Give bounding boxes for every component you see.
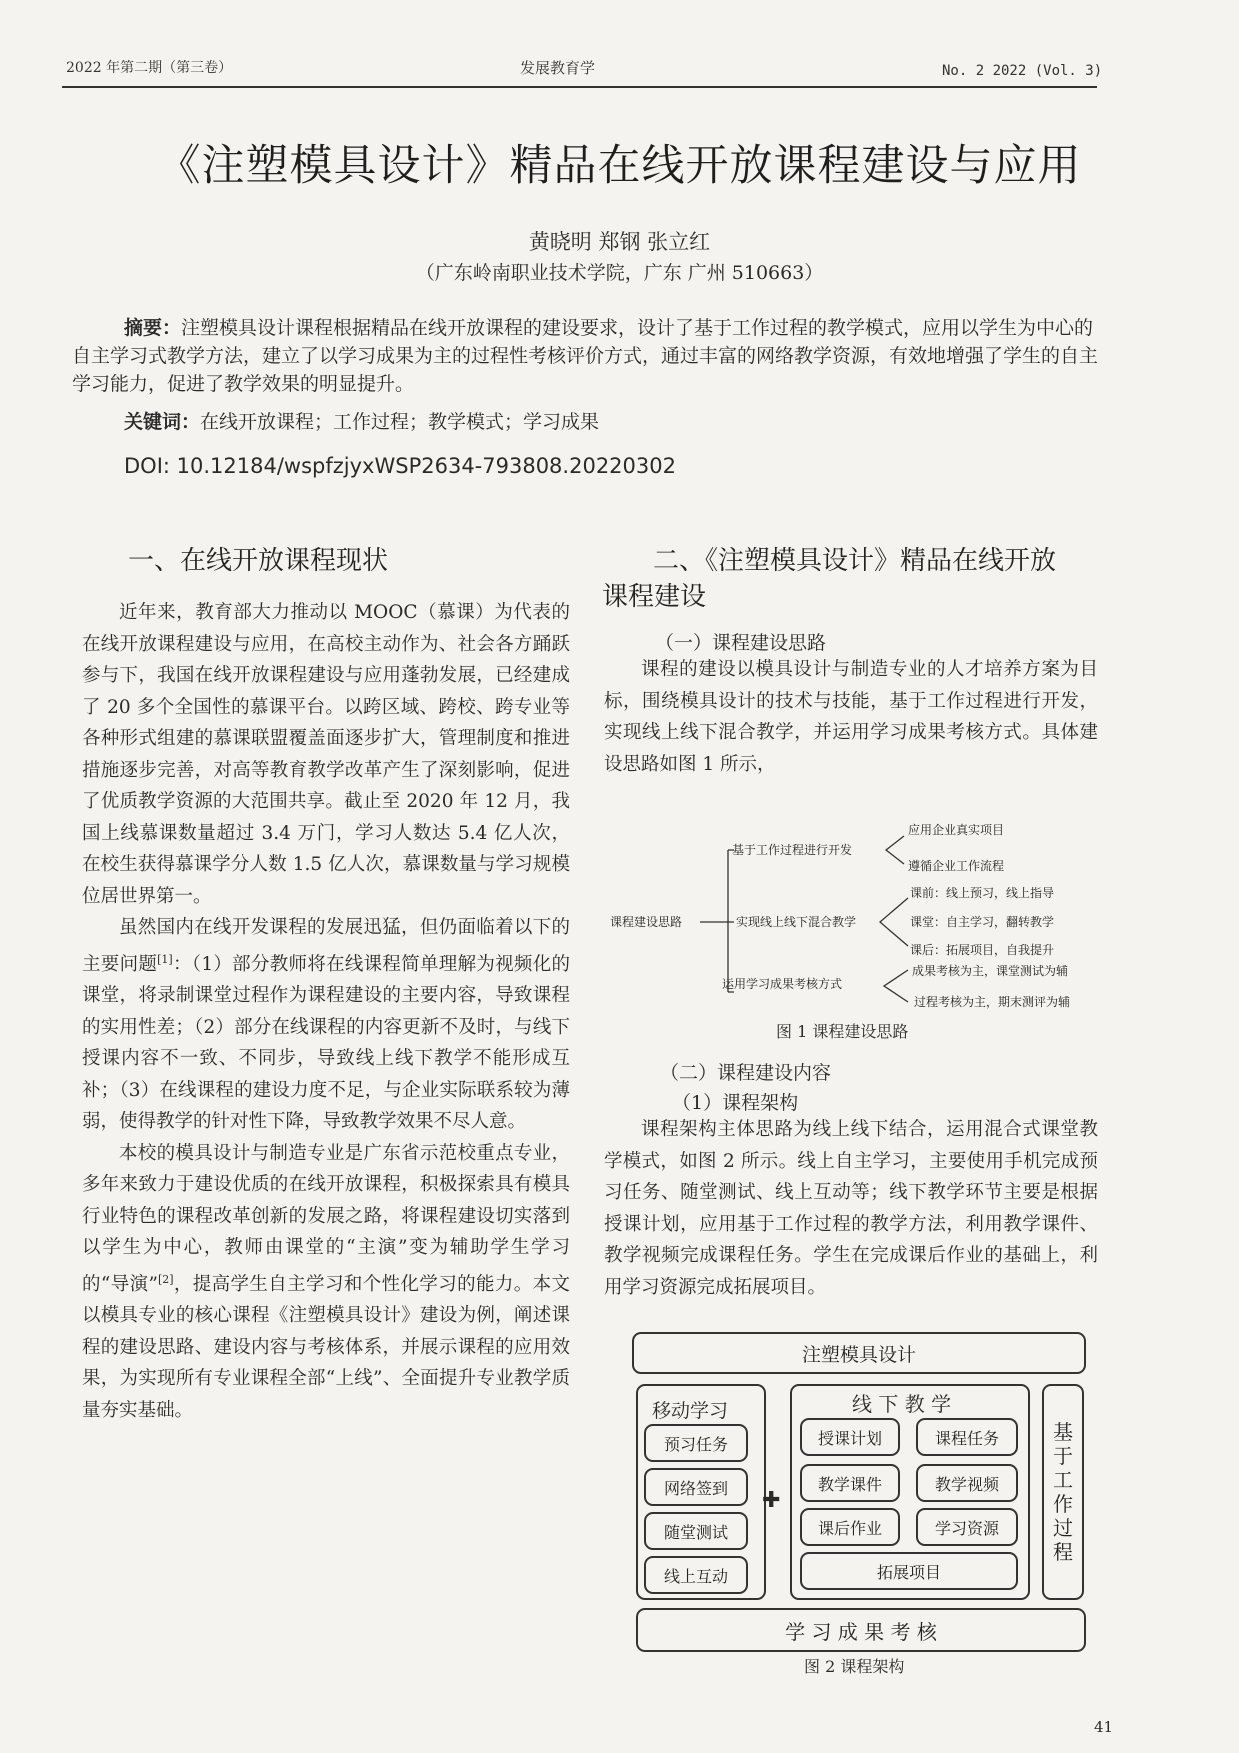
citation-2: [2]: [157, 1272, 174, 1286]
fig2-bottom-box: 学 习 成 果 考 核: [636, 1608, 1086, 1652]
header-journal-issue: 2022 年第二期（第三卷）: [66, 60, 233, 76]
figure-1-caption: 图 1 课程建设思路: [776, 1022, 909, 1041]
fig2-mobile-item-3: 随堂测试: [644, 1512, 748, 1550]
fig1-branch-3: 运用学习成果考核方式: [722, 977, 843, 991]
left-paragraph-2: 虽然国内在线开发课程的发展迅猛，但仍面临着以下的主要问题[1]：（1）部分教师将在线课程简单理解为视频化的课堂，将录制课堂过程作为课程建设的主要内容，导致课程的实用性差；（2）部分在线课程的内容更新不及时，与线下授课内容不一致、不同步，导致线上线下教学不能形成互补；（3）在线课程的建设力度不足，与企业实际联系较为薄弱，使得教学的针对性下降，导致教学效果不尽人意。: [82, 917, 570, 1133]
fig2-mobile-item-1: 预习任务: [644, 1424, 748, 1462]
fig2-offline-item-5: 课后作业: [800, 1508, 900, 1546]
abstract: [72, 314, 1112, 398]
fig2-offline-item-4: 教学视频: [916, 1464, 1018, 1502]
subsection-2-2-1: （1）课程架构: [672, 1092, 799, 1114]
figure-2-caption: 图 2 课程架构: [804, 1657, 905, 1676]
fig1-root: 课程建设思路: [610, 915, 683, 929]
fig2-plus-icon: ✚: [762, 1488, 781, 1513]
section-2-heading-line-1: 二、《注塑模具设计》精品在线开放: [653, 546, 1057, 576]
fig1-b3-item-2: 过程考核为主，期末测评为辅: [914, 995, 1071, 1009]
fig2-mobile-title: 移动学习: [652, 1400, 729, 1422]
fig1-b2-item-3: 课后：拓展项目，自我提升: [910, 943, 1055, 957]
doi: DOI: 10.12184/wspfzjyxWSP2634-793808.20220302: [124, 454, 676, 478]
citation-1: [1]: [157, 952, 173, 966]
left-paragraph-3: 本校的模具设计与制造专业是广东省示范校重点专业，多年来致力于建设优质的在线开放课程，积极探索具有模具行业特色的课程改革创新的发展之路，将课程建设切实落到以学生为中心，教师由课堂的“主演”变为辅助学生学习的“导演”[2]，提高学生自主学习和个性化学习的能力。本文以模具专业的核心课程《注塑模具设计》建设为例，阐述课程的建设思路、建设内容与考核体系，并展示课程的应用效果，为实现所有专业课程全部“上线”、全面提升专业教学质量夯实基础。: [82, 1142, 570, 1421]
authors: 黄晓明 郑钢 张立红: [528, 230, 711, 254]
fig2-offline-item-6: 学习资源: [916, 1508, 1018, 1546]
keywords-text: 在线开放课程；工作过程；教学模式；学习成果: [200, 411, 600, 433]
right-paragraph-1: 课程的建设以模具设计与制造专业的人才培养方案为目标，围绕模具设计的技术与技能，基于工作过程进行开发，实现线上线下混合教学，并运用学习成果考核方式。具体建设思路如图 1 所示，: [604, 659, 1098, 775]
fig2-offline-item-1: 授课计划: [800, 1418, 900, 1456]
fig2-offline-item-3: 教学课件: [800, 1464, 900, 1502]
fig1-branch-2: 实现线上线下混合教学: [736, 915, 857, 929]
header-volume: No. 2 2022 (Vol. 3): [942, 63, 1103, 79]
header-rule: [62, 86, 1097, 88]
figure-1-diagram: [604, 820, 1104, 1040]
keywords: [124, 408, 1024, 436]
fig2-offline-item-2: 课程任务: [916, 1418, 1018, 1456]
abstract-label: 摘要：: [124, 317, 182, 339]
fig1-b2-item-2: 课堂：自主学习，翻转教学: [910, 915, 1055, 929]
affiliation: （广东岭南职业技术学院，广东 广州 510663）: [415, 262, 824, 284]
fig1-b1-item-1: 应用企业真实项目: [908, 823, 1005, 837]
header-journal-name: 发展教育学: [520, 59, 596, 77]
keywords-label: 关键词：: [124, 411, 201, 433]
section-2-heading-line-2: 课程建设: [602, 582, 707, 612]
left-paragraph-1: 近年来，教育部大力推动以 MOOC（慕课）为代表的在线开放课程建设与应用，在高校主动作为、社会各方踊跃参与下，我国在线开放课程建设与应用蓬勃发展，已经建成了 20 多个全国性的慕课平台。以跨区域、跨校、跨专业等各种形式组建的慕课联盟覆盖面逐步扩大，管理制度和推进措施逐步完善，对高等教育教学改革产生了深刻影响，促进了优质教学资源的大范围共享。截止至 2020 年 12 月，我国上线慕课数量超过 3.4 万门，学习人数达 5.4 亿人次，在校生获得慕课学分人数 1.5 亿人次，慕课数量与学习规模位居世界第一。: [82, 602, 570, 907]
fig2-offline-extra: 拓展项目: [800, 1552, 1018, 1590]
section-1-heading: 一、在线开放课程现状: [128, 546, 389, 576]
fig2-offline-title: 线 下 教 学: [852, 1392, 952, 1416]
fig2-mobile-item-2: 网络签到: [644, 1468, 748, 1506]
right-paragraph-2: 课程架构主体思路为线上线下结合，运用混合式课堂教学模式，如图 2 所示。线上自主学习，主要使用手机完成预习任务、随堂测试、线上互动等；线下教学环节主要是根据授课计划，应用基于工作过程的教学方法，利用教学课件、教学视频完成课程任务。学生在完成课后作业的基础上，利用学习资源完成拓展项目。: [604, 1119, 1098, 1298]
fig1-branch-1: 基于工作过程进行开发: [732, 843, 853, 857]
fig2-side-box: 基 于 工 作 过 程: [1042, 1384, 1084, 1600]
left-column-body: [82, 597, 570, 1426]
fig2-mobile-item-4: 线上互动: [644, 1556, 748, 1594]
fig1-b1-item-2: 遵循企业工作流程: [908, 859, 1005, 873]
subsection-2-1: （一）课程建设思路: [655, 632, 827, 654]
fig2-top-box: 注塑模具设计: [632, 1332, 1086, 1374]
abstract-text: 注塑模具设计课程根据精品在线开放课程的建设要求，设计了基于工作过程的教学模式，应用以学生为中心的自主学习式教学方法，建立了以学习成果为主的过程性考核评价方式，通过丰富的网络教学资源，有效地增强了学生的自主学习能力，促进了教学效果的明显提升。: [72, 317, 1099, 395]
page-number: 41: [1094, 1718, 1114, 1736]
subsection-2-2: （二）课程建设内容: [660, 1062, 832, 1084]
fig1-b2-item-1: 课前：线上预习，线上指导: [910, 886, 1055, 900]
fig1-b3-item-1: 成果考核为主，课堂测试为辅: [912, 964, 1069, 978]
paper-title: 《注塑模具设计》精品在线开放课程建设与应用: [157, 141, 1082, 191]
